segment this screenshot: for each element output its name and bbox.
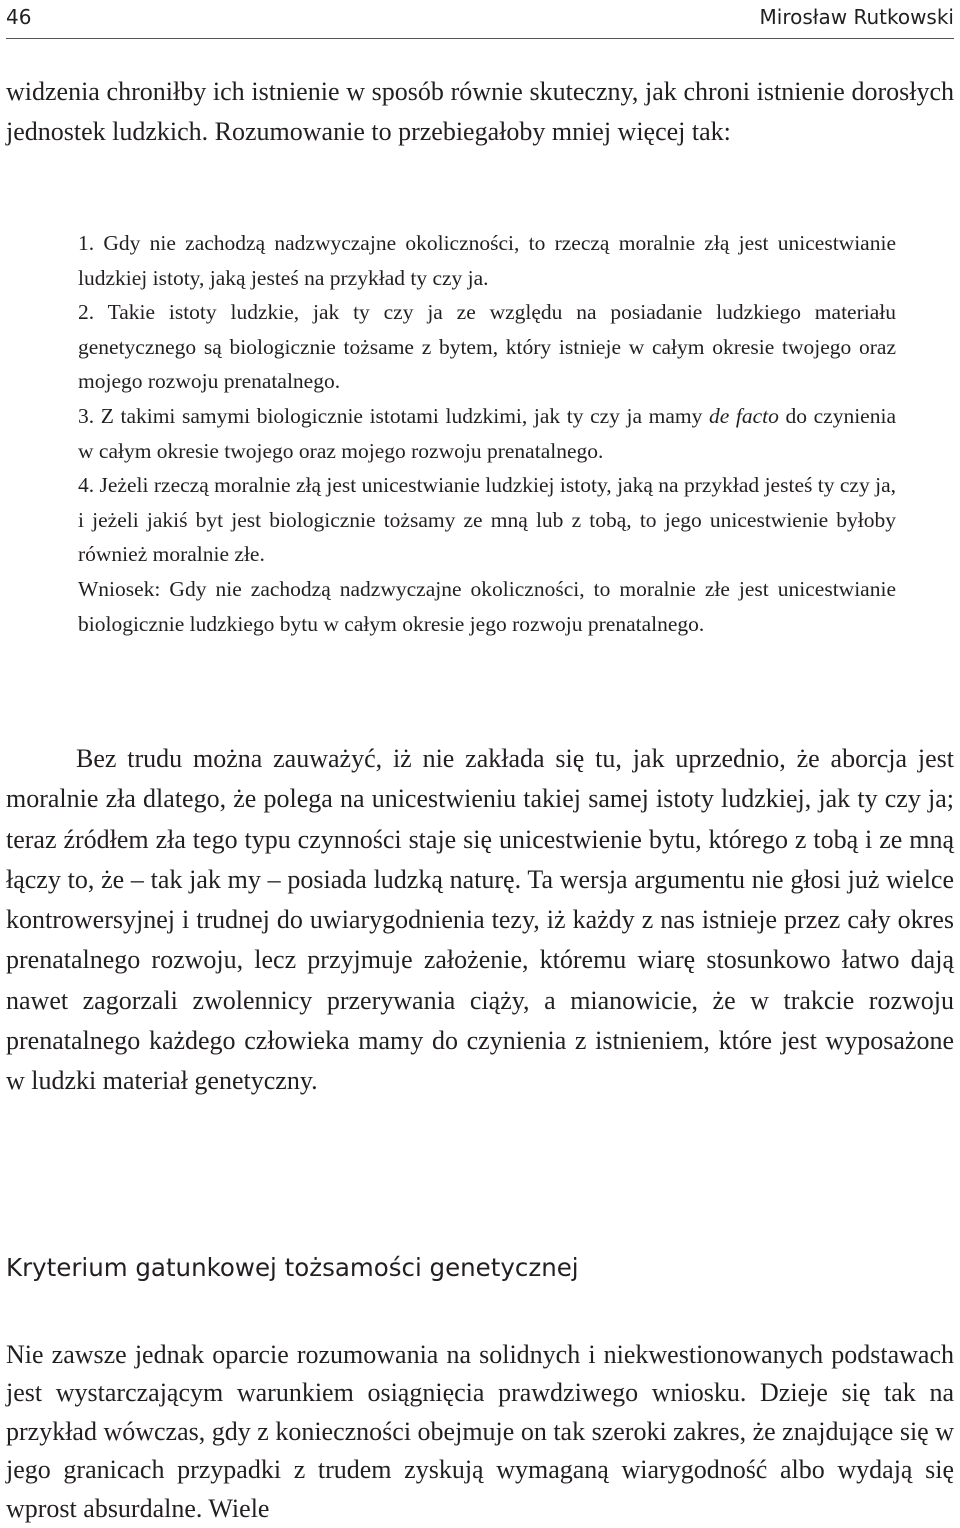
argument-list: [78, 226, 896, 641]
argument-point-1: 1. Gdy nie zachodzą nadzwyczajne okoliczności, to rzeczą moralnie złą jest unicestwianie ludzkiej istoty, jaką jesteś na przykład ty czy ja.: [78, 231, 896, 290]
running-header: [6, 0, 954, 39]
body-paragraph-2: Nie zawsze jednak oparcie rozumowania na solidnych i niekwestionowanych podstawach jest wystarczającym warunkiem osiągnięcia prawdziwego wniosku. Dzieje się tak na przykład wówczas, gdy z konieczności obejmuje on tak szeroki zakres, że znajdujące się w jego granicach przypadki z trudem zyskują wymaganą wiarygodność albo wydają się wprost absurdalne. Wiele: [6, 1340, 954, 1523]
argument-point-3-text-start: 3. Z takimi samymi biologicznie istotami ludzkimi, jak ty czy ja mamy: [78, 403, 710, 428]
argument-point-3: [78, 399, 896, 468]
argument-point-2: 2. Takie istoty ludzkie, jak ty czy ja ze względu na posiadanie ludzkiego materiału genetycznego są biologicznie tożsame z bytem, który istnieje w całym okresie twojego oraz mojego rozwoju prenatalnego.: [78, 300, 896, 394]
body-paragraph-1: Bez trudu można zauważyć, iż nie zakłada się tu, jak uprzednio, że aborcja jest moralnie zła dlatego, że polega na unicestwieniu takiej samej istoty ludzkiej, jak ty czy ja; teraz źródłem zła tego typu czynności staje się unicestwienie bytu, którego z tobą i ze mną łączy to, że – tak jak my – posiada ludzką naturę. Ta wersja argumentu nie głosi już wielce kontrowersyjnej i trudnej do uwiarygodnienia tezy, iż każdy z nas istnieje przez cały okres prenatalnego rozwoju, lecz przyjmuje założenie, któremu wiarę stosunkowo łatwo dają nawet zagorzali zwolennicy przerywania ciąży, a mianowicie, że w trakcie rozwoju prenatalnego każdego człowieka mamy do czynienia z istnieniem, które jest wyposażone w ludzki materiał genetyczny.: [6, 744, 954, 1096]
argument-point-3-emphasis: de facto: [709, 403, 779, 428]
page-number: 46: [6, 5, 32, 29]
running-header-author: Mirosław Rutkowski: [759, 5, 954, 29]
section-heading: Kryterium gatunkowej tożsamości genetycznej: [6, 1253, 579, 1282]
argument-point-3-text-end: do czynienia w całym okresie twojego oraz mojego rozwoju prenatalnego.: [78, 403, 896, 463]
argument-conclusion: Wniosek: Gdy nie zachodzą nadzwyczajne okoliczności, to moralnie złe jest unicestwianie biologicznie ludzkiego bytu w całym okresie jego rozwoju prenatalnego.: [78, 576, 896, 636]
argument-point-4: 4. Jeżeli rzeczą moralnie złą jest unicestwianie ludzkiej istoty, jaką na przykład jesteś ty czy ja, i jeżeli jakiś byt jest biologicznie tożsamy ze mną lub z tobą, to jego unicestwienie byłoby również moralnie złe.: [78, 473, 896, 567]
lead-paragraph: widzenia chroniłby ich istnienie w sposób równie skuteczny, jak chroni istnienie dorosłych jednostek ludzkich. Rozumowanie to przebiegałoby mniej więcej tak:: [6, 77, 954, 146]
